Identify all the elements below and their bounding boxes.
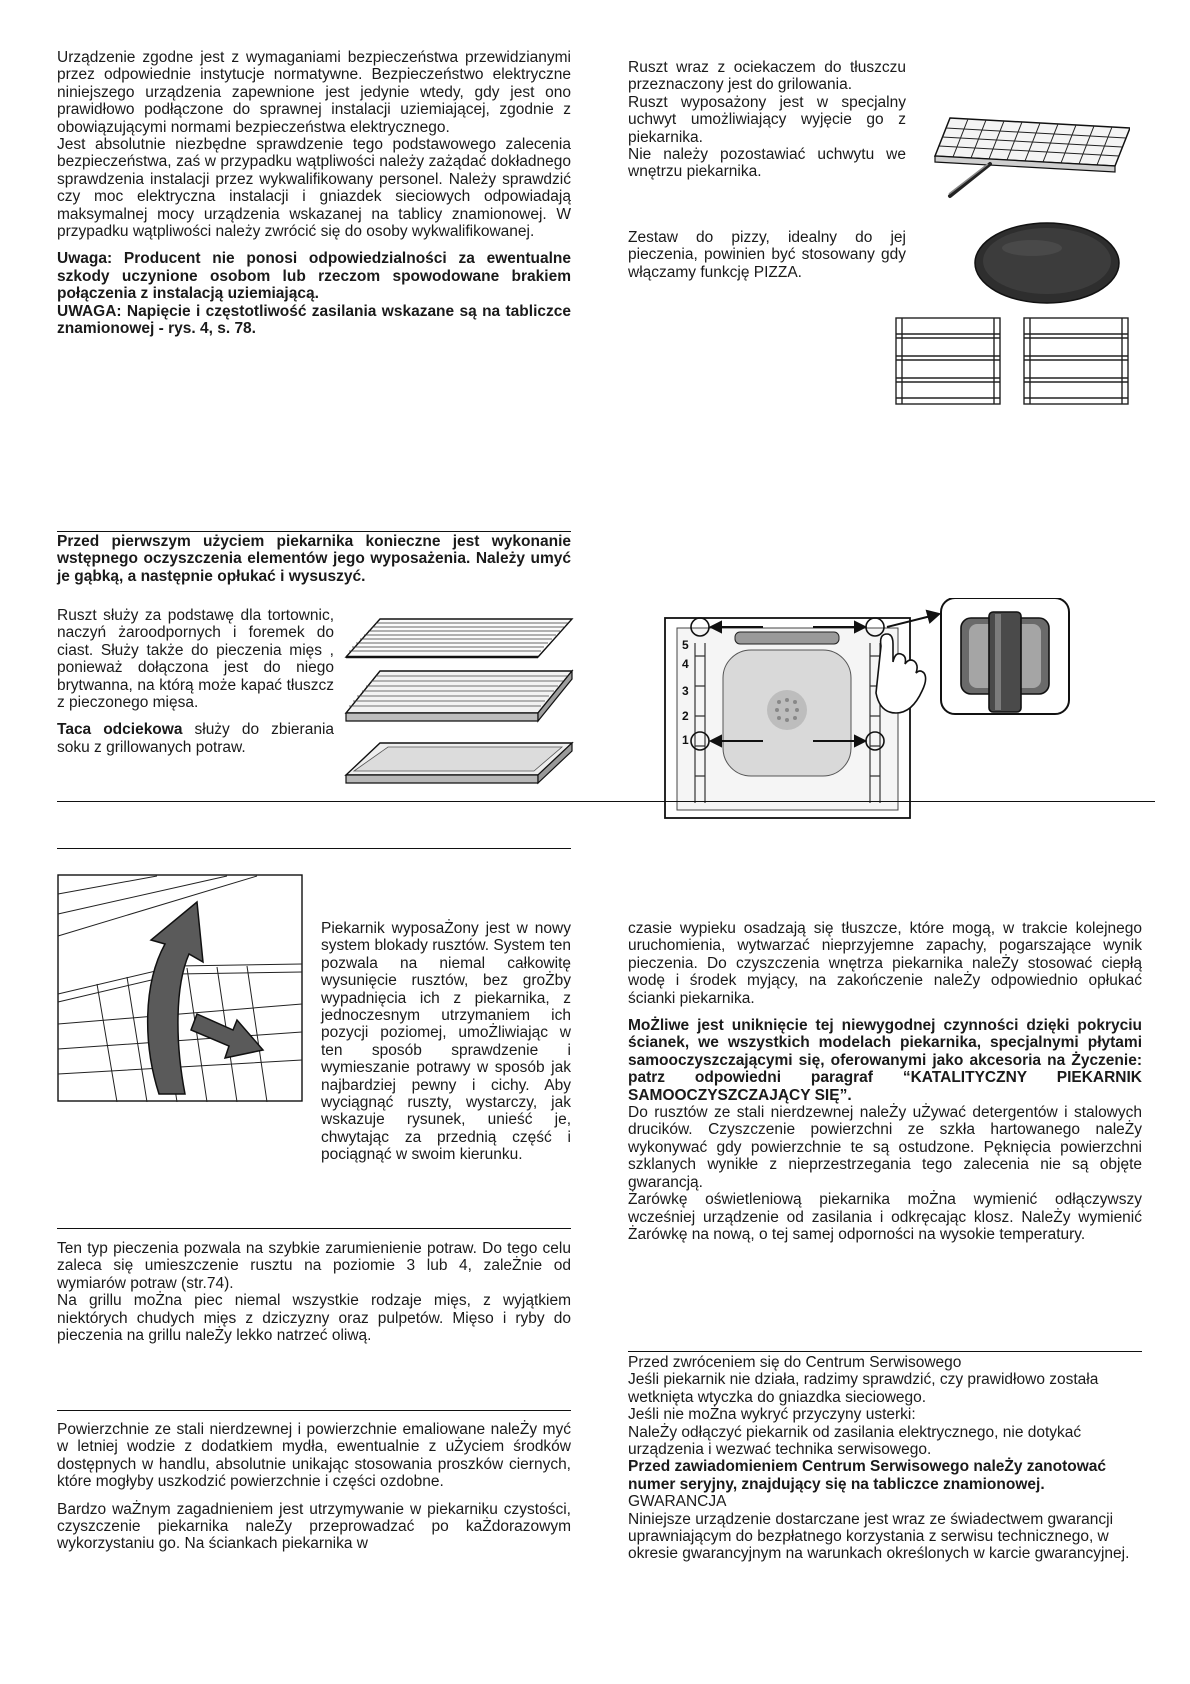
pizza-text: [628, 229, 906, 281]
pizza-pan-illustration: [972, 218, 1122, 304]
side-rack-rails-illustration: [888, 314, 1138, 412]
service-line-4: NaleŻy odłączyć piekarnik od zasilania elektrycznego, nie dotykać urządzenia i wezwać technika serwisowego.: [628, 1423, 1082, 1459]
rack-lock-illustration: [57, 874, 303, 1102]
oven-level-1: 1: [682, 733, 689, 747]
section-rule-accessories: [57, 531, 571, 532]
rack-text: [57, 607, 334, 756]
service-line-2: Jeśli piekarnik nie działa, radzimy sprawdzić, czy prawidłowo została wetknięta wtyczka do gniazdka sieciowego.: [628, 1371, 1099, 1406]
bulb-replacement-paragraph: Żarówkę oświetleniową piekarnika moŻna wymienić odłączywszy wcześniej urządzenie od zasilania i odkręcając klosz. NaleŻy wymienić Żarówkę na nową, o tej samej odporności na wysokie temperatury.: [628, 1191, 1142, 1243]
accessories-intro-text: Przed pierwszym użyciem piekarnika konieczne jest wykonanie wstępnego oczyszczenia elementów jego wyposażenia. Należy umyć je gąbką, a następnie opłukać i wysuszyć.: [57, 533, 571, 585]
drip-tray-paragraph: [57, 721, 334, 756]
catalytic-note: MoŻliwe jest uniknięcie tej niewygodnej czynności dzięki pokryciu ścianek, we wszystkich modelach piekarnika, specjalnymi płytami samooczyszczającymi się, oferowanymi jako akcesoria na Życzenie: patrz odpowiedni paragraf “KATALITYCZNY PIEKARNIK SAMOOCZYSZCZAJĄCY SIĘ”.: [628, 1017, 1142, 1104]
grill-text: [57, 1240, 571, 1344]
drip-tray-label: Taca odciekowa: [57, 721, 183, 739]
grill-rack-text: [628, 59, 906, 181]
grill-rack-illustration: [930, 108, 1130, 204]
service-line-3: Jeśli nie moŻna wykryć przyczyny usterki:: [628, 1406, 916, 1424]
grill-paragraph-1: Ten typ pieczenia pozwala na szybkie zarumienienie potraw. Do tego celu zaleca się umieszczenie rusztu na poziomie 3 lub 4, zaleŻnie od wymiarów potraw (str.74).: [57, 1240, 571, 1292]
service-line-1: Przed zwróceniem się do Centrum Serwisowego: [628, 1354, 962, 1371]
cleaning-paragraph-1: Powierzchnie ze stali nierdzewnej i powierzchnie emaliowane naleŻy myć w letniej wodzie z dodatkiem mydła, ewentualnie z uŻyciem środków dostępnych w handlu, absolutnie unikając stosowania proszków ciernych, które mogłyby uszkodzić powierzchnie i części ozdobne.: [57, 1421, 571, 1491]
section-rule-cleaning: [57, 1410, 571, 1411]
cleaning-text: [57, 1421, 571, 1553]
grill-rack-paragraph-1: Ruszt wraz z ociekaczem do tłuszczu przeznaczony jest do grilowania.: [628, 59, 906, 94]
grill-paragraph-2: Na grillu moŻna piec niemal wszystkie rodzaje mięs, z wyjątkiem niektórych chudych mięs z dziczyzny oraz pulpetów. Mięso i ryby do pieczenia na grillu naleŻy lekko natrzeć oliwą.: [57, 1292, 571, 1345]
grill-rack-paragraph-3: Nie należy pozostawiać uchwytu we wnętrzu piekarnika.: [628, 146, 906, 181]
pizza-paragraph: Zestaw do pizzy, idealny do jej pieczenia, powinien być stosowany gdy włączamy funkcję PIZZA.: [628, 229, 906, 281]
safety-warning-1: Uwaga: Producent nie ponosi odpowiedzialności za ewentualne szkody uczynione osobom lub rzeczom spowodowane brakiem połączenia z instalacją uziemiającą.: [57, 250, 571, 303]
accessories-intro: [57, 533, 571, 585]
oven-interior-figure: [663, 598, 1113, 823]
grill-rack-paragraph-2: Ruszt wyposażony jest w specjalny uchwyt umożliwiający wyjęcie go z piekarnika.: [628, 93, 906, 146]
safety-paragraph-2: Jest absolutnie niezbędne sprawdzenie tego podstawowego zalecenia bezpieczeństwa, zaś w przypadku wątpliwości należy zażądać dokładnego sprawdzenia instalacji przez wykwalifikowany personel. Należy sprawdzić czy moc elektryczna instalacji i gniazdek sieciowych odpowiadają maksymalnej mocy urządzenia wskazanej na tablicy znamionowej. W przypadku wątpliwości należy zwrócić się do osoby wykwalifikowanej.: [57, 136, 571, 241]
section-rule-service: [628, 1351, 1142, 1352]
safety-paragraph-1: Urządzenie zgodne jest z wymaganiami bezpieczeństwa przewidzianymi przez odpowiednie instytucje normatywne. Bezpieczeństwo elektryczne niniejszego urządzenia zapewnione jest jedynie wtedy, gdy jest ono prawidłowo podłączone do sprawnej instalacji uziemiającej, zgodnie z obowiązującymi normami bezpieczeństwa elektrycznego.: [57, 49, 571, 136]
service-text: [628, 1354, 1142, 1563]
warranty-heading: GWARANCJA: [628, 1493, 727, 1511]
drip-tray-description: służy do zbierania soku z grillowanych potraw.: [57, 721, 335, 756]
rack-and-tray-illustration: [340, 615, 575, 790]
section-rule-grill: [57, 1228, 571, 1229]
service-bold-note: Przed zawiadomieniem Centrum Serwisowego naleŻy zanotować numer seryjny, znajdujący się na tabliczce znamionowej.: [628, 1458, 1107, 1493]
cleaning-continued-text: [628, 920, 1142, 1243]
oven-level-5: 5: [682, 638, 689, 652]
warranty-paragraph: Niniejsze urządzenie dostarczane jest wraz ze świadectwem gwarancji uprawniającym do bezpłatnego korzystania z serwisu technicznego, w okresie gwarancyjnym na warunkach określonych w karcie gwarancyjnej.: [628, 1510, 1130, 1563]
oven-level-2: 2: [682, 709, 689, 723]
oven-level-3: 3: [682, 684, 689, 698]
cleaning-continued-paragraph-2: Do rusztów ze stali nierdzewnej naleŻy uŻywać detergentów i stalowych drucików. Czyszczenie powierzchni ze szkła hartowanego naleŻy wykonywać gdy powierzchnie te są ostudzone. Pęknięcia powierzchni szklanych wynikłe z nieprzestrzegania tego zalecenia nie są objęte gwarancją.: [628, 1104, 1142, 1191]
cleaning-paragraph-2: Bardzo waŻnym zagadnieniem jest utrzymywanie w piekarniku czystości, czyszczenie piekarnika naleŻy przeprowadzać po kaŻdorazowym wykorzystaniu go. Na ściankach piekarnika w: [57, 1500, 571, 1553]
section-rule-full-width: [57, 801, 1155, 802]
rack-paragraph: Ruszt służy za podstawę dla tortownic, naczyń żaroodpornych i foremek do ciast. Służy także do pieczenia mięs , ponieważ dołączona jest do niego brytwanna, na którą może kapać tłuszcz z pieczonego mięsa.: [57, 607, 334, 712]
oven-level-4: 4: [682, 657, 689, 671]
rack-lock-paragraph: Piekarnik wyposaŻony jest w nowy system blokady rusztów. System ten pozwala na niemal całkowitę wysunięcie rusztów, bez groŻby wypadnięcia ich z piekarnika, z jednoczesnym utrzymaniem ich pozycji poziomej, umoŻliwiając w ten sposób sprawdzenie i wymieszanie potrawy w sposób jak najbardziej pewny i cichy. Aby wyciągnąć ruszty, wystarczy, jak wskazuje rysunek, unieść je, chwytając za przednią część i pociągnąć w swoim kierunku.: [321, 920, 571, 1164]
safety-warning-2: UWAGA: Napięcie i częstotliwość zasilania wskazane są na tabliczce znamionowej - rys. 4, s. 78.: [57, 302, 571, 338]
safety-text-block: [57, 49, 571, 338]
cleaning-continued-paragraph-1: czasie wypieku osadzają się tłuszcze, które mogą, w trakcie kolejnego uruchomienia, wytwarzać nieprzyjemne zapachy, pogarszające wynik pieczenia. Do czyszczenia wnętrza piekarnika naleŻy stosować ciepłą wodę i środek myjący, na zakończenie naleŻy odpowiednio opłukać ścianki piekarnika.: [628, 920, 1142, 1007]
rack-lock-text: [321, 920, 571, 1164]
section-rule-rack-lock: [57, 848, 571, 849]
